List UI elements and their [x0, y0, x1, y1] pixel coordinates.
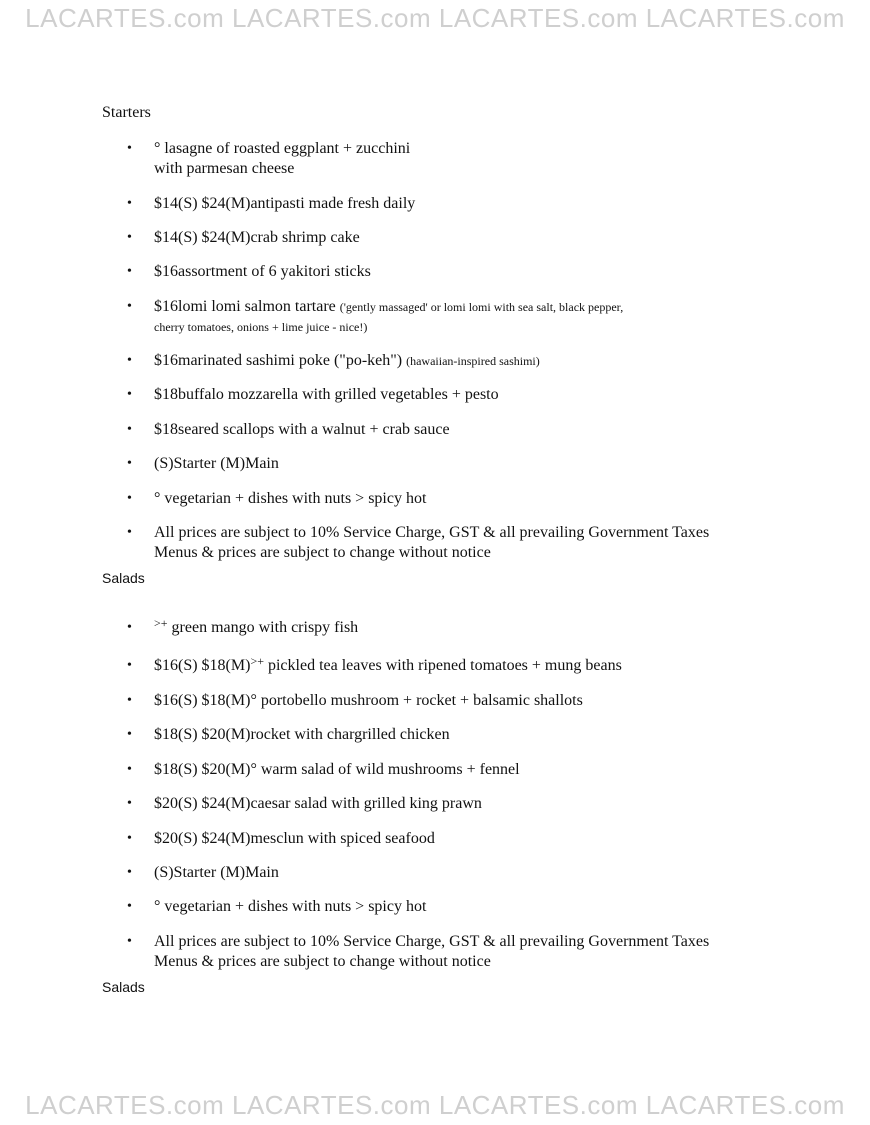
- bullet: •: [127, 525, 132, 540]
- bullet: •: [127, 727, 132, 742]
- item-text: $18buffalo mozzarella with grilled vegetables + pesto: [154, 386, 499, 403]
- item-text: $18seared scallops with a walnut + crab sauce: [154, 421, 450, 438]
- bullet: •: [127, 865, 132, 880]
- bullet: •: [127, 934, 132, 949]
- section-heading-starters: Starters: [102, 104, 151, 121]
- watermark-top: LACARTES.com LACARTES.com LACARTES.com LACARTES.com: [25, 3, 845, 33]
- item-text-continued: Menus & prices are subject to change without notice: [154, 544, 491, 561]
- item-text: $20(S) $24(M)caesar salad with grilled king prawn: [154, 795, 482, 812]
- item-text: $16lomi lomi salmon tartare: [154, 298, 336, 315]
- bullet: •: [127, 796, 132, 811]
- item-text: All prices are subject to 10% Service Charge, GST & all prevailing Government Taxes: [154, 524, 710, 541]
- item-text: ° lasagne of roasted eggplant + zucchini: [154, 140, 411, 157]
- bullet: •: [127, 299, 132, 314]
- bullet: •: [127, 491, 132, 506]
- bullet: •: [127, 230, 132, 245]
- item-text: ° vegetarian + dishes with nuts > spicy hot: [154, 490, 427, 507]
- item-text: (S)Starter (M)Main: [154, 455, 279, 472]
- item-text-continued: Menus & prices are subject to change without notice: [154, 953, 491, 970]
- spicy-nuts-marker: >+: [154, 616, 168, 630]
- bullet: •: [127, 762, 132, 777]
- section-heading-salads-footer: Salads: [102, 979, 145, 995]
- item-text: All prices are subject to 10% Service Charge, GST & all prevailing Government Taxes: [154, 933, 710, 950]
- bullet: •: [127, 831, 132, 846]
- item-text: $16marinated sashimi poke ("po-keh"): [154, 352, 403, 369]
- item-note-continued: cherry tomatoes, onions + lime juice - nice!): [154, 320, 368, 334]
- bullet: •: [127, 353, 132, 368]
- item-text: pickled tea leaves with ripened tomatoes + mung beans: [263, 657, 622, 674]
- item-note: ('gently massaged' or lomi lomi with sea salt, black pepper,: [339, 300, 624, 314]
- spicy-nuts-marker: >+: [250, 654, 264, 668]
- item-text: $16(S) $18(M)° portobello mushroom + rocket + balsamic shallots: [154, 692, 583, 709]
- item-text: $14(S) $24(M)antipasti made fresh daily: [154, 195, 416, 212]
- item-text: green mango with crispy fish: [167, 619, 359, 636]
- item-text: ° vegetarian + dishes with nuts > spicy hot: [154, 898, 427, 915]
- item-price: $16(S) $18(M): [154, 657, 251, 674]
- bullet: •: [127, 899, 132, 914]
- item-text: $16assortment of 6 yakitori sticks: [154, 263, 371, 280]
- bullet: •: [127, 658, 132, 673]
- bullet: •: [127, 693, 132, 708]
- item-text-continued: with parmesan cheese: [154, 160, 295, 177]
- bullet: •: [127, 196, 132, 211]
- bullet: •: [127, 422, 132, 437]
- bullet: •: [127, 620, 132, 635]
- item-text: $20(S) $24(M)mesclun with spiced seafood: [154, 830, 435, 847]
- bullet: •: [127, 387, 132, 402]
- watermark-bottom: LACARTES.com LACARTES.com LACARTES.com LACARTES.com: [25, 1090, 845, 1120]
- bullet: •: [127, 141, 132, 156]
- item-text: $18(S) $20(M)rocket with chargrilled chicken: [154, 726, 450, 743]
- item-text: (S)Starter (M)Main: [154, 864, 279, 881]
- item-note: (hawaiian-inspired sashimi): [406, 354, 540, 368]
- item-text: $14(S) $24(M)crab shrimp cake: [154, 229, 360, 246]
- bullet: •: [127, 456, 132, 471]
- item-text: $18(S) $20(M)° warm salad of wild mushrooms + fennel: [154, 761, 520, 778]
- bullet: •: [127, 264, 132, 279]
- section-heading-salads: Salads: [102, 570, 145, 586]
